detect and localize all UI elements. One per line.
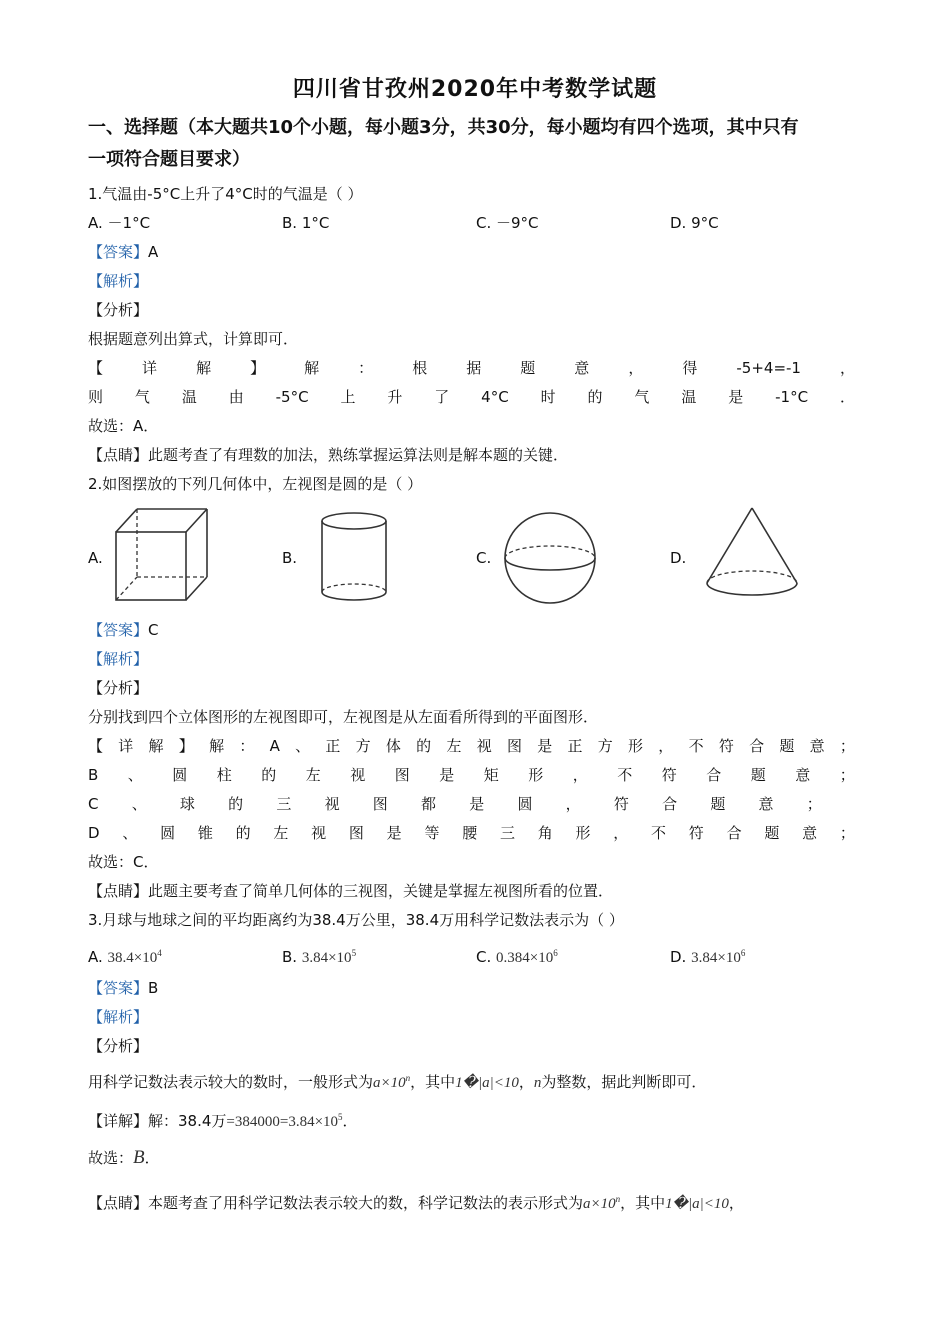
justified-word: -5°C bbox=[275, 388, 309, 406]
justified-word: 左 bbox=[273, 824, 289, 842]
justified-word: 形 bbox=[575, 824, 591, 842]
justified-word: 角 bbox=[537, 824, 553, 842]
option-mantissa: 3.84×10 bbox=[301, 950, 352, 966]
q1-detail-line1 bbox=[88, 358, 855, 378]
q3-detail bbox=[88, 1107, 358, 1132]
q2-option-c-label: C. bbox=[476, 549, 492, 567]
justified-word: 符 bbox=[661, 766, 677, 784]
option-mantissa: 3.84×10 bbox=[691, 950, 741, 966]
comment-text-pre: 【点睛】本题考查了用科学记数法表示较大的数，科学记数法的表示形式为 bbox=[88, 1194, 584, 1212]
q3-stem: 3.月球与地球之间的平均距离约为38.4万公里，38.4万用科学记数法表示为（ ） bbox=[88, 911, 624, 929]
justified-word: 不 bbox=[651, 824, 667, 842]
option-exponent: 6 bbox=[553, 948, 558, 958]
justified-word: 三 bbox=[499, 824, 515, 842]
q2-option-d-label: D. bbox=[670, 549, 687, 567]
justified-word: 左 bbox=[446, 737, 462, 755]
q1-option-b: B. 1°C bbox=[282, 214, 330, 232]
formula-n: n bbox=[533, 1075, 542, 1091]
fenxi-text-pre: 用科学记数法表示较大的数时，一般形式为 bbox=[88, 1073, 374, 1091]
q2-fenxi: 分别找到四个立体图形的左视图即可，左视图是从左面看所得到的平面图形． bbox=[88, 708, 599, 726]
justified-word: 【 bbox=[88, 737, 104, 755]
option-exponent: 4 bbox=[157, 948, 162, 958]
q1-stem: 1.气温由-5°C上升了4°C时的气温是（ ） bbox=[88, 185, 363, 203]
q1-fenxi-tag: 【分析】 bbox=[88, 301, 149, 319]
justified-word: 视 bbox=[476, 737, 492, 755]
option-exponent: 5 bbox=[351, 948, 357, 958]
justified-word: 解 bbox=[209, 737, 225, 755]
justified-word: 图 bbox=[394, 766, 410, 784]
justified-word: 三 bbox=[276, 795, 292, 813]
q1-analysis-tag: 【解析】 bbox=[88, 272, 149, 290]
justified-word: 】 bbox=[178, 737, 194, 755]
justified-word: ， bbox=[613, 824, 629, 842]
justified-word: 体 bbox=[385, 737, 401, 755]
justified-word: 升 bbox=[387, 388, 403, 406]
justified-word: ； bbox=[839, 766, 855, 784]
option-label: A. bbox=[88, 948, 103, 966]
justified-word: 都 bbox=[421, 795, 437, 813]
answer-value: A bbox=[148, 243, 159, 261]
justified-word: 根 bbox=[412, 359, 428, 377]
formula-range: 1�|a|<10 bbox=[455, 1075, 519, 1091]
q3-option-a bbox=[88, 943, 162, 968]
justified-word: 方 bbox=[597, 737, 613, 755]
justified-word: 图 bbox=[372, 795, 388, 813]
justified-word: 上 bbox=[340, 388, 356, 406]
justified-word: ： bbox=[239, 737, 255, 755]
justified-word: 的 bbox=[235, 824, 251, 842]
justified-word: 合 bbox=[662, 795, 678, 813]
justified-word: 题 bbox=[764, 824, 780, 842]
q3-option-c bbox=[476, 943, 558, 968]
justified-word: 是 bbox=[386, 824, 402, 842]
justified-word: ： bbox=[358, 359, 374, 377]
formula-exponent: n bbox=[405, 1073, 411, 1083]
justified-word: 解 bbox=[304, 359, 320, 377]
justified-word: 圆 bbox=[517, 795, 533, 813]
q1-option-d: D. 9°C bbox=[670, 214, 719, 232]
justified-word: ． bbox=[839, 388, 855, 406]
justified-word: 方 bbox=[355, 737, 371, 755]
q3-choose bbox=[88, 1148, 160, 1168]
justified-word: 解 bbox=[196, 359, 212, 377]
comment-formula-range: 1�|a|<10 bbox=[665, 1196, 729, 1212]
option-label: C. bbox=[476, 948, 492, 966]
justified-word: 得 bbox=[682, 359, 698, 377]
comment-formula-exponent: n bbox=[615, 1194, 621, 1204]
justified-word: 则 bbox=[88, 388, 104, 406]
justified-word: 题 bbox=[710, 795, 726, 813]
answer-value: C bbox=[148, 621, 159, 639]
justified-word: 由 bbox=[228, 388, 244, 406]
choose-text: 故选： bbox=[88, 1149, 134, 1167]
option-mantissa: 38.4×10 bbox=[107, 950, 158, 966]
justified-word: 详 bbox=[118, 737, 134, 755]
justified-word: 符 bbox=[688, 824, 704, 842]
justified-word: 不 bbox=[688, 737, 704, 755]
section-heading-line2: 一项符合题目要求） bbox=[88, 149, 250, 170]
comment-comma: ， bbox=[728, 1194, 744, 1212]
justified-word: 正 bbox=[325, 737, 341, 755]
q3-fenxi bbox=[88, 1068, 706, 1093]
page-title: 四川省甘孜州2020年中考数学试题 bbox=[292, 77, 658, 102]
justified-word: 题 bbox=[750, 766, 766, 784]
justified-word: 是 bbox=[469, 795, 485, 813]
justified-word: -1°C bbox=[775, 388, 809, 406]
justified-word: 球 bbox=[179, 795, 195, 813]
justified-word: C bbox=[88, 795, 99, 813]
justified-word: 左 bbox=[305, 766, 321, 784]
justified-word: 不 bbox=[617, 766, 633, 784]
q3-option-d bbox=[670, 943, 745, 968]
justified-word: 详 bbox=[142, 359, 158, 377]
answer-tag: 【答案】 bbox=[88, 979, 149, 997]
justified-word: 】 bbox=[250, 359, 266, 377]
justified-word: ； bbox=[839, 824, 855, 842]
justified-word: 合 bbox=[726, 824, 742, 842]
q3-comment bbox=[88, 1189, 744, 1214]
comment-formula: a×10 bbox=[583, 1196, 616, 1212]
justified-word: 题 bbox=[779, 737, 795, 755]
justified-word: ； bbox=[839, 737, 855, 755]
justified-word: 温 bbox=[681, 388, 697, 406]
option-mantissa: 0.384×10 bbox=[496, 950, 554, 966]
q3-fenxi-tag: 【分析】 bbox=[88, 1037, 149, 1055]
justified-word: 圆 bbox=[160, 824, 176, 842]
justified-word: 锥 bbox=[197, 824, 213, 842]
detail-text-pre: 【详解】解：38.4万 bbox=[88, 1112, 227, 1130]
justified-word: 气 bbox=[134, 388, 150, 406]
justified-word: 题 bbox=[520, 359, 536, 377]
justified-word: 4°C bbox=[481, 388, 509, 406]
justified-word: 视 bbox=[311, 824, 327, 842]
q2-detail-line2 bbox=[88, 765, 855, 785]
justified-word: 是 bbox=[537, 737, 553, 755]
q1-fenxi: 根据题意列出算式，计算即可． bbox=[88, 330, 299, 348]
justified-word: 意 bbox=[795, 766, 811, 784]
q1-option-a: A. －1°C bbox=[88, 214, 151, 232]
justified-word: 、 bbox=[295, 737, 311, 755]
justified-word: 【 bbox=[88, 359, 104, 377]
detail-formula: =384000=3.84×10 bbox=[226, 1114, 339, 1130]
q3-analysis-tag: 【解析】 bbox=[88, 1008, 149, 1026]
q1-option-c: C. －9°C bbox=[476, 214, 539, 232]
q2-analysis-tag: 【解析】 bbox=[88, 650, 149, 668]
q2-detail-line1 bbox=[88, 736, 855, 756]
justified-word: 符 bbox=[613, 795, 629, 813]
formula-a-times-ten: a×10 bbox=[373, 1075, 406, 1091]
justified-word: 、 bbox=[131, 795, 147, 813]
justified-word: 圆 bbox=[172, 766, 188, 784]
justified-word: 等 bbox=[424, 824, 440, 842]
justified-word: 意 bbox=[809, 737, 825, 755]
q2-fenxi-tag: 【分析】 bbox=[88, 679, 149, 697]
justified-word: ， bbox=[565, 795, 581, 813]
justified-word: A bbox=[269, 737, 280, 755]
q2-choose: 故选：C． bbox=[88, 853, 159, 871]
fenxi-text-mid: ，其中 bbox=[410, 1073, 456, 1091]
q3-answer bbox=[88, 978, 158, 998]
justified-word: 矩 bbox=[483, 766, 499, 784]
justified-word: ， bbox=[628, 359, 644, 377]
comment-text-mid: ，其中 bbox=[620, 1194, 666, 1212]
detail-period: ． bbox=[342, 1112, 358, 1130]
justified-word: 柱 bbox=[216, 766, 232, 784]
justified-word: 的 bbox=[261, 766, 277, 784]
justified-word: 符 bbox=[718, 737, 734, 755]
justified-word: 正 bbox=[567, 737, 583, 755]
answer-value: B bbox=[148, 979, 159, 997]
q2-detail-line3 bbox=[88, 794, 855, 814]
q3-option-b bbox=[282, 943, 356, 968]
option-exponent: 6 bbox=[740, 948, 746, 958]
fenxi-comma: ， bbox=[518, 1073, 534, 1091]
option-label: D. bbox=[670, 948, 687, 966]
justified-word: 是 bbox=[728, 388, 744, 406]
justified-word: 气 bbox=[634, 388, 650, 406]
choose-period: ． bbox=[144, 1149, 160, 1167]
cube-figure bbox=[110, 505, 214, 605]
q1-detail-line2 bbox=[88, 387, 855, 407]
q1-choose: 故选：A． bbox=[88, 417, 159, 435]
justified-word: 形 bbox=[528, 766, 544, 784]
justified-word: 图 bbox=[506, 737, 522, 755]
justified-word: 、 bbox=[122, 824, 138, 842]
justified-word: 时 bbox=[540, 388, 556, 406]
justified-word: 形 bbox=[628, 737, 644, 755]
justified-word: 意 bbox=[758, 795, 774, 813]
justified-word: 合 bbox=[706, 766, 722, 784]
detail-exponent: 5 bbox=[338, 1112, 343, 1122]
justified-word: B bbox=[88, 766, 99, 784]
q1-answer bbox=[88, 242, 158, 262]
justified-word: D bbox=[88, 824, 100, 842]
choose-letter: B bbox=[133, 1147, 145, 1168]
justified-word: 图 bbox=[348, 824, 364, 842]
q2-detail-line4 bbox=[88, 823, 855, 843]
cone-figure bbox=[702, 505, 802, 605]
justified-word: 解 bbox=[148, 737, 164, 755]
justified-word: 意 bbox=[802, 824, 818, 842]
justified-word: 的 bbox=[228, 795, 244, 813]
cylinder-figure bbox=[316, 510, 392, 604]
fenxi-text-post: 为整数，据此判断即可． bbox=[541, 1073, 707, 1091]
answer-tag: 【答案】 bbox=[88, 243, 149, 261]
q2-comment: 【点睛】此题主要考查了简单几何体的三视图，关键是掌握左视图所看的位置． bbox=[88, 882, 614, 900]
justified-word: 是 bbox=[439, 766, 455, 784]
q2-option-a-label: A. bbox=[88, 549, 103, 567]
justified-word: 意 bbox=[574, 359, 590, 377]
justified-word: ； bbox=[806, 795, 822, 813]
justified-word: ， bbox=[839, 359, 855, 377]
justified-word: 合 bbox=[749, 737, 765, 755]
justified-word: 的 bbox=[587, 388, 603, 406]
justified-word: 了 bbox=[434, 388, 450, 406]
justified-word: 的 bbox=[416, 737, 432, 755]
justified-word: 视 bbox=[350, 766, 366, 784]
answer-tag: 【答案】 bbox=[88, 621, 149, 639]
justified-word: 据 bbox=[466, 359, 482, 377]
justified-word: 腰 bbox=[462, 824, 478, 842]
section-heading-line1: 一、选择题（本大题共10个小题，每小题3分，共30分，每小题均有四个选项，其中只有 bbox=[88, 117, 799, 138]
justified-word: ， bbox=[658, 737, 674, 755]
justified-word: 视 bbox=[324, 795, 340, 813]
justified-word: 、 bbox=[127, 766, 143, 784]
sphere-figure bbox=[500, 508, 600, 608]
justified-word: 温 bbox=[181, 388, 197, 406]
justified-word: -5+4=-1 bbox=[736, 359, 801, 377]
q2-stem: 2.如图摆放的下列几何体中，左视图是圆的是（ ） bbox=[88, 475, 423, 493]
q1-comment: 【点睛】此题考查了有理数的加法，熟练掌握运算法则是解本题的关键． bbox=[88, 446, 569, 464]
option-label: B. bbox=[282, 948, 298, 966]
justified-word: ， bbox=[572, 766, 588, 784]
q2-option-b-label: B. bbox=[282, 549, 298, 567]
q2-answer bbox=[88, 620, 159, 640]
